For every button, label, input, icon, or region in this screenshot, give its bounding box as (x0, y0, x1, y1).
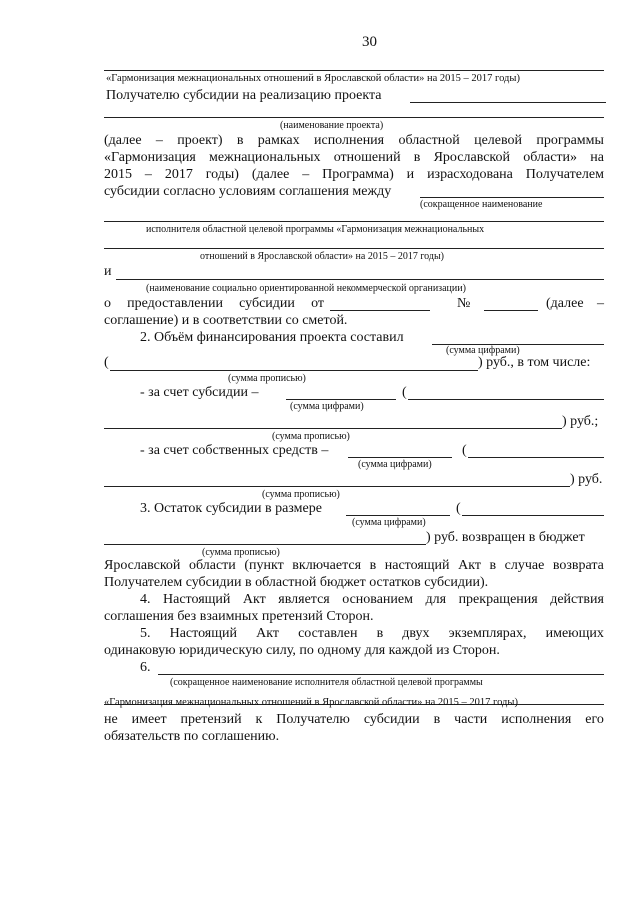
word: – (302, 167, 310, 182)
word: Ярославской (104, 558, 181, 573)
own-funds-paren-open: ( (462, 443, 467, 458)
page-number: 30 (362, 34, 377, 50)
word: субсидии (239, 296, 295, 311)
own-funds-digits-caption: (сумма цифрами) (358, 459, 432, 470)
word: настоящий (384, 558, 450, 573)
word: от (311, 296, 324, 311)
word: о (104, 296, 111, 311)
word: (пункт (244, 558, 284, 573)
word: Акт (242, 592, 266, 607)
word: имеющих (545, 626, 604, 641)
own-funds-words-field-b[interactable] (104, 486, 570, 487)
word: (далее (546, 296, 584, 311)
word: в (236, 133, 244, 148)
word: – (155, 133, 163, 148)
organization-name-field[interactable] (116, 279, 604, 280)
program-name-caption: «Гармонизация межнациональных отношений в Ярославской области» на 2015 – 2017 годы) (106, 73, 520, 84)
word: для (425, 592, 447, 607)
executor-name-field-3[interactable] (104, 248, 604, 249)
balance-words-field-a[interactable] (462, 515, 604, 516)
word: имеет (131, 712, 167, 727)
agreement-line-1b (546, 296, 604, 312)
total-sum-end: ) руб., в том числе: (478, 355, 591, 370)
paragraph-7-line-2: обязательств по соглашению. (104, 729, 280, 744)
word: в (489, 558, 497, 573)
executor-final-caption-2: «Гармонизация межнациональных отношений в Ярославской области» на 2015 – 2017 годы) (104, 697, 518, 708)
word: на (590, 150, 604, 165)
balance-words-field-b[interactable] (104, 544, 426, 545)
word: программы (536, 133, 604, 148)
word: – (597, 296, 604, 311)
executor-name-field-2[interactable] (104, 221, 604, 222)
total-sum-words-field[interactable] (110, 370, 478, 371)
word: 2015 (104, 167, 132, 182)
executor-final-field[interactable] (158, 674, 604, 675)
word: в (369, 558, 377, 573)
word: проект) (177, 133, 223, 148)
paragraph-4-line-2: соглашения без взаимных претензий Сторон. (104, 609, 374, 624)
paragraph-1-line-2 (104, 150, 604, 166)
paragraph-1-line-3 (104, 167, 604, 183)
paragraph-7-line-1 (104, 712, 604, 728)
word: Настоящий (169, 626, 238, 641)
paragraph-1-line-1 (104, 133, 604, 149)
word: рамках (257, 133, 300, 148)
word: годы) (205, 167, 239, 182)
and-word: и (104, 264, 112, 279)
word: израсходована (427, 167, 513, 182)
section-3-title: 3. Остаток субсидии в размере (140, 501, 322, 516)
word: случае (504, 558, 545, 573)
word: возврата (552, 558, 604, 573)
paragraph-5-line-1 (140, 626, 604, 642)
word: предоставлении (127, 296, 223, 311)
word: исполнения (313, 133, 385, 148)
project-name-field[interactable] (410, 102, 606, 103)
executor-caption-2: исполнителя областной целевой программы «Гармонизация межнациональных (146, 224, 485, 235)
word: экземплярах, (448, 626, 527, 641)
subsidy-digits-field[interactable] (286, 399, 396, 400)
section-6-number: 6. (140, 660, 151, 675)
word: двух (402, 626, 430, 641)
balance-words-caption: (сумма прописью) (202, 547, 280, 558)
word: претензий (180, 712, 242, 727)
word: включается (292, 558, 362, 573)
subsidy-rub: ) руб.; (562, 414, 599, 429)
own-funds-rub: ) руб. (570, 472, 603, 487)
word: составлен (298, 626, 358, 641)
word: к (255, 712, 263, 727)
word: действия (550, 592, 604, 607)
word: Программа) (322, 167, 394, 182)
subsidy-line: - за счет субсидии – (140, 385, 259, 400)
word: «Гармонизация (104, 150, 196, 165)
word: 2017 (164, 167, 193, 182)
word: целевой (474, 133, 522, 148)
project-name-field-2[interactable] (104, 117, 604, 118)
executor-caption: (сокращенное наименование (420, 199, 543, 210)
word: не (104, 712, 118, 727)
paragraph-3-line-2: Получателем субсидии в областной бюджет остатков субсидии). (104, 575, 489, 590)
word: межнациональных (208, 150, 321, 165)
word: отношений (333, 150, 401, 165)
section-2-title: 2. Объём финансирования проекта составил (140, 330, 404, 345)
own-funds-digits-field[interactable] (348, 457, 452, 458)
paragraph-4-line-1 (140, 592, 604, 608)
word: Акт (256, 626, 279, 641)
word: части (454, 712, 488, 727)
agreement-date-field[interactable] (330, 310, 430, 311)
paragraph-3-line-1 (104, 558, 604, 574)
word: Акт (458, 558, 481, 573)
agreement-line-2: соглашение) и в соответствии со сметой. (104, 313, 348, 328)
recipient-line: Получателю субсидии на реализацию проекта (106, 88, 382, 103)
project-name-caption: (наименование проекта) (280, 120, 384, 131)
word: областной (398, 133, 460, 148)
word: – (144, 167, 152, 182)
word: области» (523, 150, 578, 165)
word: 4. (140, 592, 151, 607)
word: его (585, 712, 604, 727)
word: является (278, 592, 330, 607)
word: в (413, 150, 421, 165)
executor-caption-3: отношений в Ярославской области» на 2015 – 2017 годы) (200, 251, 445, 262)
agreement-line-1a (104, 296, 324, 312)
word: области (188, 558, 236, 573)
paragraph-5-line-2: одинаковую юридическую силу, по одному для каждой из Сторон. (104, 643, 500, 658)
paragraph-1-line-4: субсидии согласно условиям соглашения между (104, 184, 392, 199)
word: (далее (104, 133, 142, 148)
balance-digits-field[interactable] (346, 515, 450, 516)
blank-line (104, 70, 604, 71)
organization-caption: (наименование социально ориентированной некоммерческой организации) (146, 283, 466, 294)
agreement-number-sign: № (457, 296, 471, 311)
own-funds-words-caption: (сумма прописью) (262, 489, 340, 500)
word: исполнения (501, 712, 572, 727)
balance-paren-open: ( (456, 501, 461, 516)
total-sum-words-caption: (сумма прописью) (228, 373, 306, 384)
total-sum-digits-caption: (сумма цифрами) (446, 345, 520, 356)
word: Настоящий (163, 592, 231, 607)
agreement-number-field[interactable] (484, 310, 538, 311)
word: Получателю (276, 712, 350, 727)
word: 5. (140, 626, 151, 641)
executor-final-caption: (сокращенное наименование исполнителя областной целевой программы (170, 677, 483, 688)
word: Ярославской (433, 150, 511, 165)
own-funds-words-field-a[interactable] (468, 457, 604, 458)
balance-end: ) руб. возвращен в бюджет (426, 530, 585, 545)
subsidy-words-field-a[interactable] (408, 399, 604, 400)
word: в (376, 626, 384, 641)
word: в (433, 712, 441, 727)
word: основанием (342, 592, 413, 607)
subsidy-paren-open: ( (402, 385, 407, 400)
balance-digits-caption: (сумма цифрами) (352, 517, 426, 528)
word: Получателем (525, 167, 604, 182)
paren-open: ( (104, 355, 109, 370)
subsidy-digits-caption: (сумма цифрами) (290, 401, 364, 412)
subsidy-words-field-b[interactable] (104, 428, 562, 429)
subsidy-words-caption: (сумма прописью) (272, 431, 350, 442)
word: (далее (251, 167, 290, 182)
own-funds-line: - за счет собственных средств – (140, 443, 329, 458)
word: и (406, 167, 415, 182)
executor-name-field[interactable] (420, 197, 604, 198)
word: субсидии (363, 712, 420, 727)
word: прекращения (458, 592, 538, 607)
